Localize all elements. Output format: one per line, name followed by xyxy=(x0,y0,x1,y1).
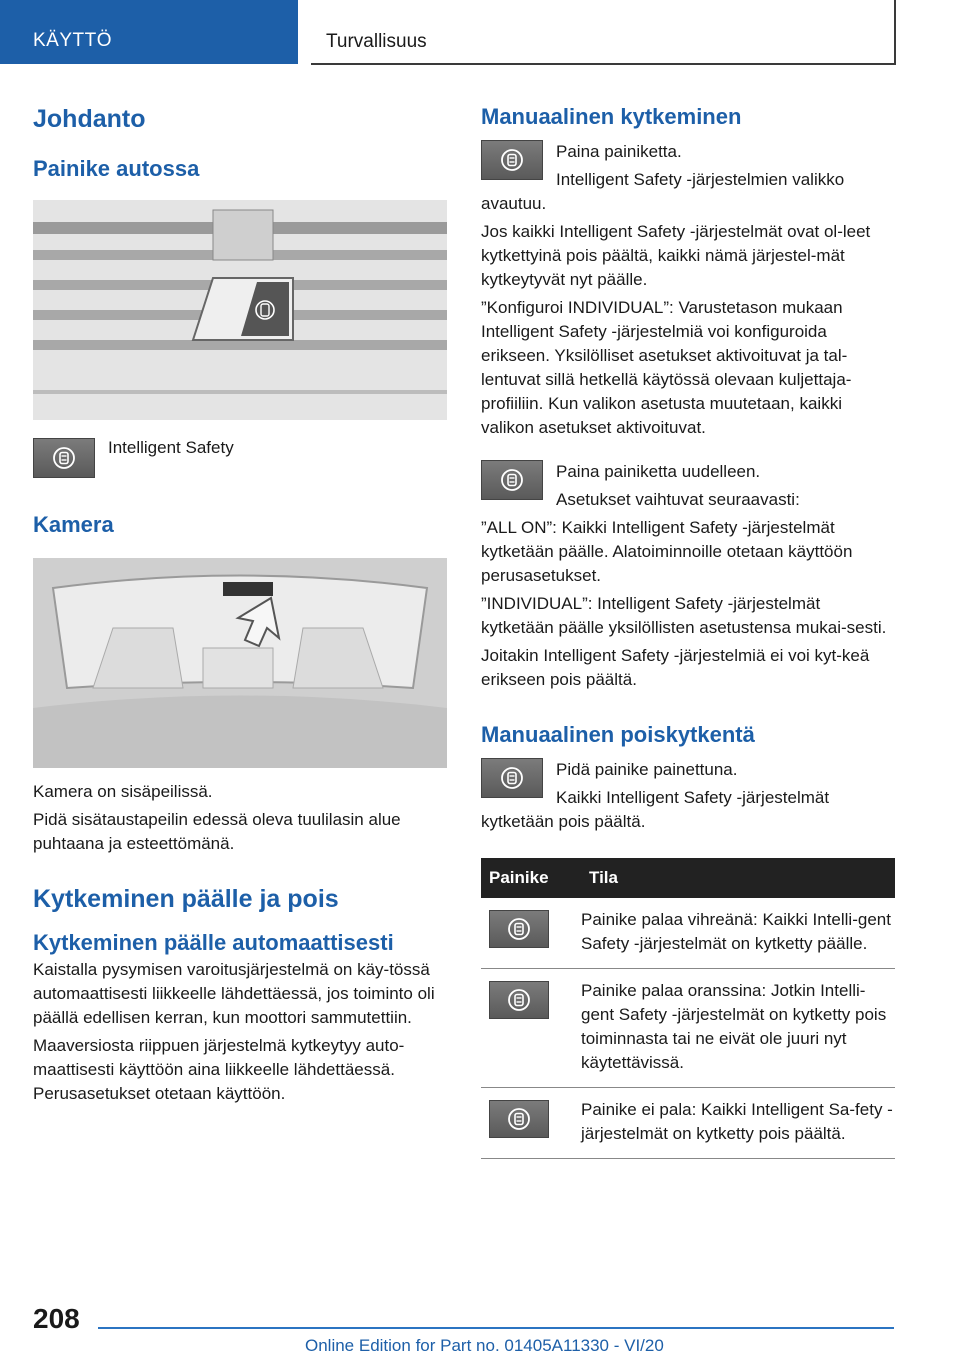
header-section-label: KÄYTTÖ xyxy=(33,30,113,51)
manual-opens-line: Intelligent Safety -järjestelmien valikko xyxy=(556,170,845,189)
safety-button-icon xyxy=(481,460,543,500)
table-cell-state: Painike ei pala: Kaikki Intelligent Sa-fety -järjestelmät on kytketty pois päältä. xyxy=(581,1088,895,1159)
manual-opens-cont: avautuu. xyxy=(481,194,547,213)
manual-press: Paina painiketta. xyxy=(556,142,682,161)
setting-all-on: ”ALL ON”: Kaikki Intelligent Safety -järjestelmät kytketään päälle. Alatoiminnoille otetaan käyttöön perusasetukset. xyxy=(481,518,853,585)
table-cell-state: Painike palaa oranssina: Jotkin Intelli-gent Safety -järjestelmät on kytketty pois toiminnasta tai ne eivät ole juuri nyt käytettävissä. xyxy=(581,969,895,1088)
button-caption: Intelligent Safety xyxy=(108,438,234,457)
heading-auto-on: Kytkeminen päälle automaattisesti xyxy=(33,930,394,955)
manual-press-again: Paina painiketta uudelleen. xyxy=(556,462,761,481)
safety-button-icon xyxy=(489,910,549,948)
right-column xyxy=(481,100,895,1159)
status-table xyxy=(481,858,895,1159)
safety-button-icon xyxy=(481,758,543,798)
off-all-line: Kaikki Intelligent Safety -järjestelmät xyxy=(556,788,830,807)
heading-switch-on-off: Kytkeminen päälle ja pois xyxy=(33,885,339,913)
button-illustration xyxy=(33,200,447,420)
manual-settings-change: Asetukset vaihtuvat seuraavasti: xyxy=(556,490,800,509)
manual-paragraph-2: ”Konfiguroi INDIVIDUAL”: Varustetason mukaan Intelligent Safety -järjestelmiä voi konfiguroida erikseen. Yksilölliset asetukset aktivoituvat ja tal-lentuvat sillä hetkellä käytössä olevaan kuljettaja-profiiliin. Kun valikon asetusta muutetaan, kaikki valikon asetukset aktivoituvat. xyxy=(481,298,852,437)
table-cell-state: Painike palaa vihreänä: Kaikki Intelli-gent Safety -järjestelmät on kytketty päälle. xyxy=(581,898,895,969)
setting-individual: ”INDIVIDUAL”: Intelligent Safety -järjestelmät kytketään päälle yksilöllisten asetustensa mukai-sesti. xyxy=(481,594,887,637)
heading-button-in-car: Painike autossa xyxy=(33,156,200,181)
table-header-state: Tila xyxy=(581,858,895,898)
left-column xyxy=(33,100,447,1106)
header-topic xyxy=(311,0,896,65)
button-caption-row xyxy=(33,438,447,478)
off-hold: Pidä painike painettuna. xyxy=(556,760,738,779)
manual-press-again-row xyxy=(481,460,895,512)
table-header-button: Painike xyxy=(481,858,581,898)
table-header-row xyxy=(481,858,895,898)
auto-paragraph-1: Kaistalla pysymisen varoitusjärjestelmä on käy-tössä automaattisesti liikkeelle lähdettäessä, jos toiminto oli päällä edellisen kerran, kun moottori sammutettiin. xyxy=(33,960,435,1027)
header-topic-label: Turvallisuus xyxy=(326,31,427,52)
windshield-drawing xyxy=(33,558,447,768)
off-all-cont: kytketään pois päältä. xyxy=(481,812,646,831)
page-number: 208 xyxy=(33,1303,80,1334)
table-row xyxy=(481,1088,895,1159)
manual-press-row xyxy=(481,140,895,192)
table-row xyxy=(481,969,895,1088)
manual-off-row xyxy=(481,758,895,810)
camera-location: Kamera on sisäpeilissä. xyxy=(33,782,213,801)
setting-note: Joitakin Intelligent Safety -järjestelmiä ei voi kyt-keä erikseen pois päältä. xyxy=(481,646,870,689)
header-section-tab xyxy=(0,0,298,64)
safety-button-icon xyxy=(33,438,95,478)
table-row xyxy=(481,898,895,969)
heading-intro: Johdanto xyxy=(33,105,146,133)
manual-paragraph-1: Jos kaikki Intelligent Safety -järjestelmät ovat ol-leet kytkettyinä pois päältä, kaikki nämä järjestel-mät kytkeytyvät nyt päälle. xyxy=(481,222,871,289)
camera-illustration xyxy=(33,558,447,768)
safety-button-icon xyxy=(489,1100,549,1138)
safety-button-icon xyxy=(489,981,549,1019)
grille-drawing xyxy=(33,200,447,420)
auto-paragraph-2: Maaversiosta riippuen järjestelmä kytkeytyy auto-maattisesti käyttöön aina liikkeelle lähdettäessä. Perusasetukset otetaan käyttöön. xyxy=(33,1036,405,1103)
safety-button-icon xyxy=(481,140,543,180)
heading-manual-off: Manuaalinen poiskytkentä xyxy=(481,722,755,747)
footer-divider xyxy=(98,1327,894,1329)
footer-edition: Online Edition for Part no. 01405A11330 - VI/20 xyxy=(305,1336,664,1355)
heading-manual-on: Manuaalinen kytkeminen xyxy=(481,104,742,129)
camera-instruction: Pidä sisätaustapeilin edessä oleva tuulilasin alue puhtaana ja esteettömänä. xyxy=(33,810,401,853)
heading-camera: Kamera xyxy=(33,512,114,537)
